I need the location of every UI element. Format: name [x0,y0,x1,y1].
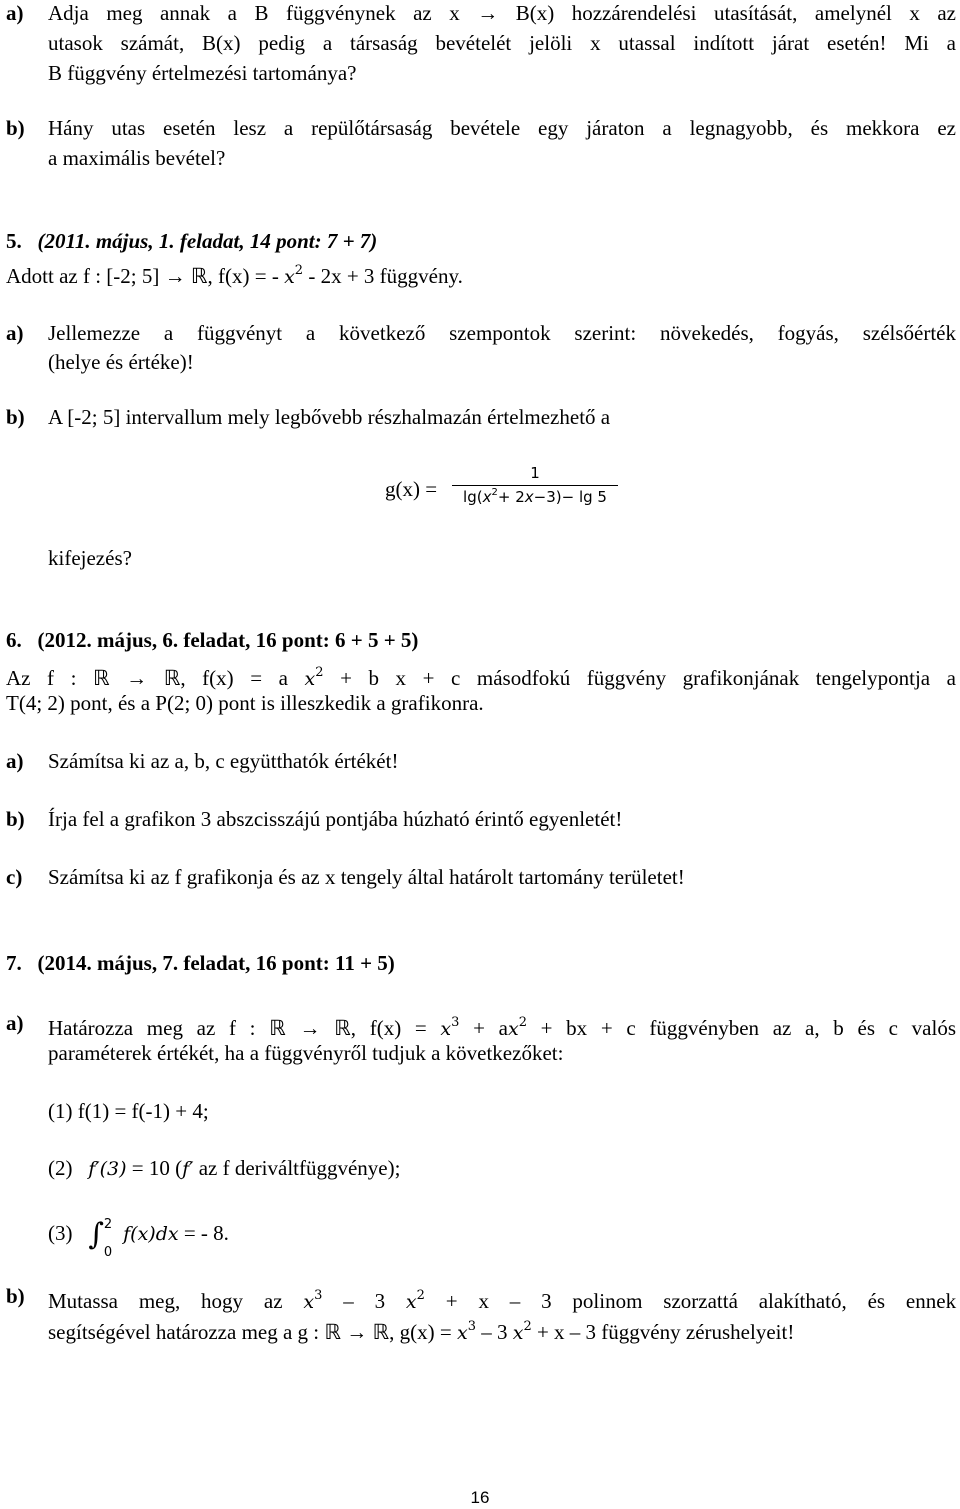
q5-intro-exp: 2 [294,263,304,278]
q6-heading [6,627,418,653]
q7-c3-pre: (3) [48,1221,73,1245]
q6-intro-line2: T(4; 2) pont, és a P(2; 0) pont is illeszkedik a grafikonra. [6,691,484,715]
q6-intro-post: + b x + c másodfokú függvény grafikonjának tengelypontja a [340,666,956,690]
q5-a-line2: (helye és értéke)! [48,350,194,374]
q7-b2-exp2: 2 [523,1319,532,1334]
q6-intro-line1 [6,660,956,692]
q7-b1-pre: Mutassa meg, hogy az [48,1289,283,1313]
q7-b1-x3: x [303,1291,315,1313]
q5-g-lhs: g(x) = [385,477,438,501]
q7-a1-mid: + a [473,1016,508,1040]
q6-c-text: Számítsa ki az f grafikonja és az x tengely által határolt tartomány területet! [48,865,685,889]
den-x: x [482,488,492,506]
q7-b2-mid: – 3 [481,1320,508,1344]
fraction-bar [452,485,618,486]
q6-heading-number: 6. [6,628,22,652]
q7-b-label: b) [6,1284,25,1308]
q7-a-line2: paraméterek értékét, ha a függvényről tudjuk a következőket: [48,1041,564,1065]
den-part-b: + 2 [497,488,525,506]
q6-c-label: c) [6,865,23,889]
den-x2: x [524,488,534,506]
q5-a-line1: Jellemezze a függvényt a következő szempontok szerint: növekedés, fogyás, szélsőérték [48,321,956,345]
q7-a1-exp3: 3 [451,1015,460,1030]
den-exp: 2 [491,487,498,498]
q6-heading-source: (2012. május, 6. feladat, 16 pont: 6 + 5 + 5) [37,628,419,652]
q4-a-line1: Adja meg annak a B függvénynek az x → B(x) hozzárendelési utasítását, amelynél x az [48,1,956,25]
q7-c3-post: = - 8. [183,1221,229,1245]
q7-heading-source: (2014. május, 7. feladat, 16 pont: 11 + 5) [37,951,395,975]
q6-b-label: b) [6,807,25,831]
q7-c2-math: f′(3) [88,1158,127,1180]
q5-intro-pre: Adott az f : [-2; 5] → ℝ, f(x) = - [6,264,279,288]
q7-c2-fprime: f′ [182,1158,194,1180]
q7-condition-2 [48,1155,956,1182]
den-part-a: lg( [463,488,483,506]
q6-intro-pre: Az f : ℝ → ℝ, f(x) = a [6,666,288,690]
q7-b2-x3: x [456,1322,468,1344]
q6-a-label: a) [6,749,24,773]
q4-b-line1: Hány utas esetén lesz a repülőtársaság bevétele egy járaton a legnagyobb, és mekkora ez [48,116,956,140]
q5-b-line2: kifejezés? [48,546,132,570]
q5-intro-x: x [284,266,295,288]
q6-a-text: Számítsa ki az a, b, c együtthatók értékét! [48,749,399,773]
q4-a-line3: B függvény értelmezési tartománya? [48,61,357,85]
q7-a1-post: + bx + c függvényben az a, b és c valós [540,1016,957,1040]
q7-b2-post: + x – 3 függvény zérushelyeit! [536,1320,795,1344]
q7-a1-pre: Határozza meg az f : ℝ → ℝ, f(x) = [48,1016,427,1040]
q7-b1-post: + x – 3 polinom szorzattá alakítható, és ennek [445,1289,957,1313]
q7-b1-exp3: 3 [314,1288,323,1303]
q7-condition-1: (1) f(1) = f(-1) + 4; [48,1099,209,1123]
q5-intro [6,258,463,290]
q7-heading [6,950,395,976]
q7-b1-exp2: 2 [416,1288,425,1303]
integral-sign-icon: ∫ [88,1217,104,1252]
q7-c2-post: az f deriváltfüggvénye); [198,1156,401,1180]
q7-b1-mid: – 3 [343,1289,386,1313]
q5-g-numerator: 1 [530,464,540,482]
integral-limits [103,1217,118,1260]
q7-a-line1 [48,1010,956,1042]
q7-c2-mid: = 10 ( [131,1156,183,1180]
q5-g-fraction [452,464,618,512]
q7-a1-exp2: 2 [518,1015,527,1030]
page-number: 16 [470,1488,490,1507]
q4-b-label: b) [6,116,25,140]
q5-a-label: a) [6,321,24,345]
q4-b-line2: a maximális bevétel? [48,146,226,170]
q6-b-text: Írja fel a grafikon 3 abszcisszájú pontjába húzható érintő egyenletét! [48,807,623,831]
q7-b2-exp3: 3 [467,1319,476,1334]
q7-b2-pre: segítségével határozza meg a g : ℝ → ℝ, g(x) = [48,1320,452,1344]
q7-c3-integrand: f(x)dx [123,1223,179,1245]
den-part-c: −3)− lg 5 [533,488,607,506]
q7-b1-x2: x [405,1291,417,1313]
q6-intro-x: x [304,668,316,690]
q7-condition-3 [48,1217,956,1260]
integral-upper-limit: 2 [103,1217,113,1232]
q5-heading-source: (2011. május, 1. feladat, 14 pont: 7 + 7) [37,229,378,253]
q7-b-line2 [48,1314,956,1346]
q5-b-label: b) [6,405,25,429]
q6-intro-exp: 2 [315,665,324,680]
q7-a1-x3: x [440,1018,452,1040]
integral-lower-limit: 0 [103,1245,113,1260]
q5-heading [6,228,377,254]
q4-a-line2: utasok számát, B(x) pedig a társaság bevételét jelöli x utassal indított járat esetén! Mi a [48,31,956,55]
q5-b-line1: A [-2; 5] intervallum mely legbővebb részhalmazán értelmezhető a [48,405,611,429]
q5-intro-post: - 2x + 3 függvény. [308,264,463,288]
q7-b-line1 [48,1283,956,1315]
q5-heading-number: 5. [6,229,22,253]
q7-a1-x2: x [507,1018,519,1040]
q7-b2-x2: x [512,1322,524,1344]
q4-a-label: a) [6,1,24,25]
q7-c2-pre: (2) [48,1156,73,1180]
q5-g-denominator [452,487,618,506]
q7-a-label: a) [6,1011,24,1035]
q7-heading-number: 7. [6,951,22,975]
